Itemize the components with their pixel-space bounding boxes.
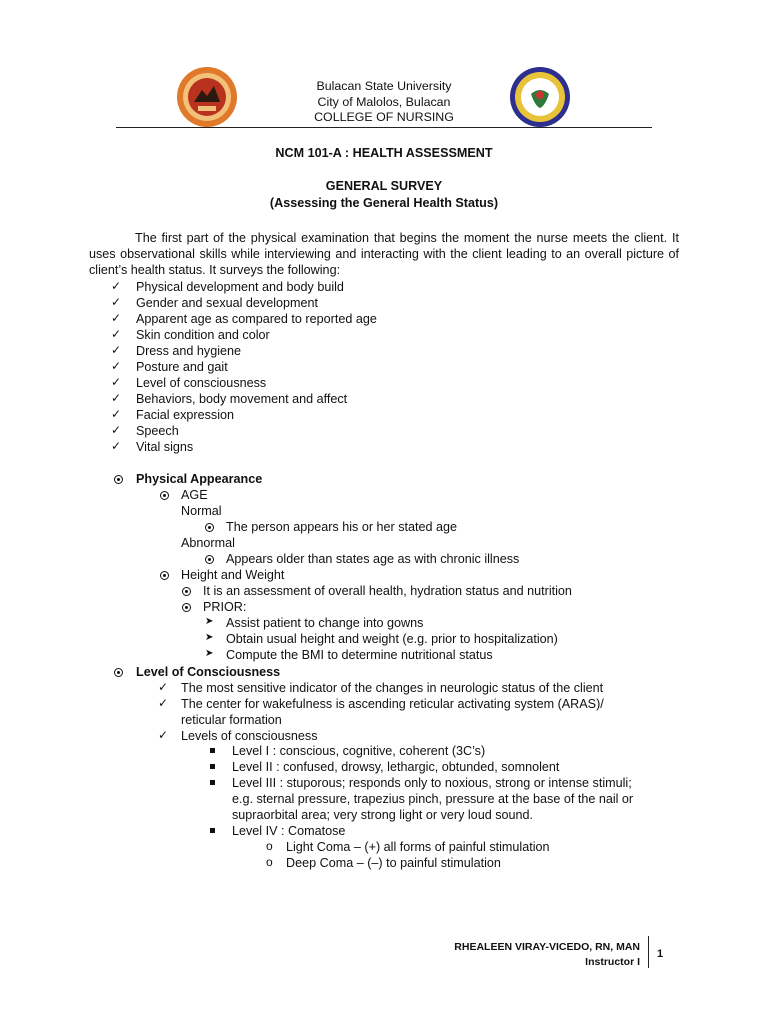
check-icon: ✓ [111,439,122,453]
label-normal: Normal [181,504,222,518]
list-item: Assist patient to change into gowns [226,616,424,630]
label-abnormal: Abnormal [181,536,235,550]
section-heading: Physical Appearance [136,472,263,486]
author-role: Instructor I [585,956,640,968]
author-name: RHEALEEN VIRAY-VICEDO, RN, MAN [454,941,640,953]
letterhead [0,79,768,126]
level-item: Level III : stuporous; responds only to noxious, strong or intense stimuli; [232,776,632,790]
list-item: The most sensitive indicator of the changes in neurologic status of the client [181,681,604,695]
list-item: Facial expression [136,408,234,422]
circle-bullet-icon: o [266,839,273,853]
check-icon: ✓ [158,680,169,694]
coma-item: Deep Coma – (–) to painful stimulation [286,856,501,870]
radio-bullet-icon [160,491,169,500]
check-icon: ✓ [158,696,169,710]
check-icon: ✓ [111,279,122,293]
list-item: Behaviors, body movement and affect [136,392,348,406]
list-item: Appears older than states age as with chronic illness [226,552,520,566]
list-item: Gender and sexual development [136,296,319,310]
circle-bullet-icon: o [266,855,273,869]
arrow-bullet-icon: ➤ [205,616,214,627]
check-icon: ✓ [111,391,122,405]
list-item: Dress and hygiene [136,344,242,358]
university-name: Bulacan State University [316,79,452,93]
check-icon: ✓ [111,407,122,421]
arrow-bullet-icon: ➤ [205,632,214,643]
list-item: Skin condition and color [136,328,270,342]
radio-bullet-icon [205,555,214,564]
check-icon: ✓ [111,375,122,389]
course-title: NCM 101-A : HEALTH ASSESSMENT [275,146,493,160]
check-icon: ✓ [158,728,169,742]
list-item: Obtain usual height and weight (e.g. prior to hospitalization) [226,632,558,646]
radio-bullet-icon [182,587,191,596]
square-bullet-icon [210,780,215,785]
document-title: GENERAL SURVEY [325,179,443,193]
subheading-age: AGE [181,488,208,502]
list-item-continued: reticular formation [181,713,282,727]
list-item: The center for wakefulness is ascending reticular activating system (ARAS)/ [181,697,604,711]
check-icon: ✓ [111,343,122,357]
check-icon: ✓ [111,295,122,309]
section-heading: Level of Consciousness [136,665,281,679]
list-item: It is an assessment of overall health, hydration status and nutrition [203,584,572,598]
square-bullet-icon [210,748,215,753]
radio-bullet-icon [114,668,123,677]
list-item: Posture and gait [136,360,228,374]
square-bullet-icon [210,764,215,769]
label-prior: PRIOR: [203,600,247,614]
level-item: Level I : conscious, cognitive, coherent (3C’s) [232,744,486,758]
list-item: The person appears his or her stated age [226,520,458,534]
level-item: Level IV : Comatose [232,824,346,838]
list-item: Apparent age as compared to reported age [136,312,377,326]
check-icon: ✓ [111,359,122,373]
radio-bullet-icon [182,603,191,612]
coma-item: Light Coma – (+) all forms of painful stimulation [286,840,550,854]
page-number: 1 [657,948,664,960]
level-item: Level II : confused, drowsy, lethargic, obtunded, somnolent [232,760,560,774]
footer-divider [648,936,649,968]
intro-paragraph [89,230,679,278]
level-item-continued: e.g. sternal pressure, trapezius pinch, pressure at the base of the nail or [232,792,634,806]
radio-bullet-icon [114,475,123,484]
header-divider [116,127,652,128]
list-item: Level of consciousness [136,376,267,390]
check-icon: ✓ [111,311,122,325]
radio-bullet-icon [205,523,214,532]
list-item: Compute the BMI to determine nutritional status [226,648,493,662]
footer-author [454,940,640,970]
intro-text: The first part of the physical examination that begins the moment the nurse meets the client. It uses observational skills while interviewing and interacting with the client leading to an overall picture of client’s health status. It surveys the following: [89,231,679,277]
radio-bullet-icon [160,571,169,580]
document-subtitle: (Assessing the General Health Status) [269,196,499,210]
list-item: Speech [136,424,179,438]
college-name: COLLEGE OF NURSING [314,110,454,124]
square-bullet-icon [210,828,215,833]
level-item-continued: supraorbital area; very strong light or very loud sound. [232,808,534,822]
list-item: Physical development and body build [136,280,344,294]
list-item: Vital signs [136,440,194,454]
subheading-height-weight: Height and Weight [181,568,285,582]
check-icon: ✓ [111,327,122,341]
arrow-bullet-icon: ➤ [205,648,214,659]
university-city: City of Malolos, Bulacan [317,94,451,109]
check-icon: ✓ [111,423,122,437]
list-item: Levels of consciousness [181,729,318,743]
